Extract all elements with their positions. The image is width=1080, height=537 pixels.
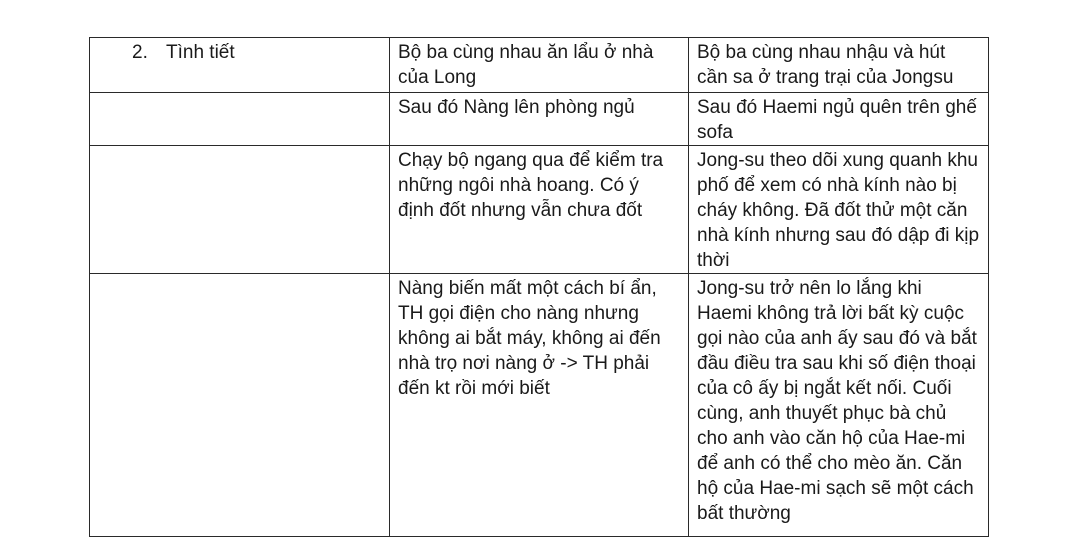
column-3-cell: Jong-su trở nên lo lắng khi Haemi không trả lời bất kỳ cuộc gọi nào của anh ấy sau đó và bắt đầu điều tra sau khi số điện thoại của cô ấy bị ngắt kết nối. Cuối cùng, anh thuyết phục bà chủ cho anh vào căn hộ của Hae-mi để anh có thể cho mèo ăn. Căn hộ của Hae-mi sạch sẽ một cách bất thường [689, 274, 989, 537]
table-row [90, 274, 989, 537]
column-3-cell: Sau đó Haemi ngủ quên trên ghế sofa [689, 93, 989, 146]
column-2-cell: Nàng biến mất một cách bí ẩn, TH gọi điện cho nàng nhưng không ai bắt máy, không ai đến nhà trọ nơi nàng ở -> TH phải đến kt rồi mới biết [390, 274, 689, 537]
row-label-cell [90, 38, 390, 93]
row-label-cell [90, 93, 390, 146]
row-label-cell [90, 146, 390, 274]
row-label-cell [90, 274, 390, 537]
row-label: Tình tiết [166, 42, 235, 63]
table-row [90, 146, 989, 274]
column-3-cell: Jong-su theo dõi xung quanh khu phố để xem có nhà kính nào bị cháy không. Đã đốt thử một căn nhà kính nhưng sau đó dập đi kịp thời [689, 146, 989, 274]
table-row [90, 38, 989, 93]
table-row [90, 93, 989, 146]
column-2-cell: Bộ ba cùng nhau ăn lẩu ở nhà của Long [390, 38, 689, 93]
comparison-table [89, 37, 989, 537]
row-number: 2. [132, 42, 148, 63]
column-2-cell: Sau đó Nàng lên phòng ngủ [390, 93, 689, 146]
column-3-cell: Bộ ba cùng nhau nhậu và hút cần sa ở trang trại của Jongsu [689, 38, 989, 93]
column-2-cell: Chạy bộ ngang qua để kiểm tra những ngôi nhà hoang. Có ý định đốt nhưng vẫn chưa đốt [390, 146, 689, 274]
